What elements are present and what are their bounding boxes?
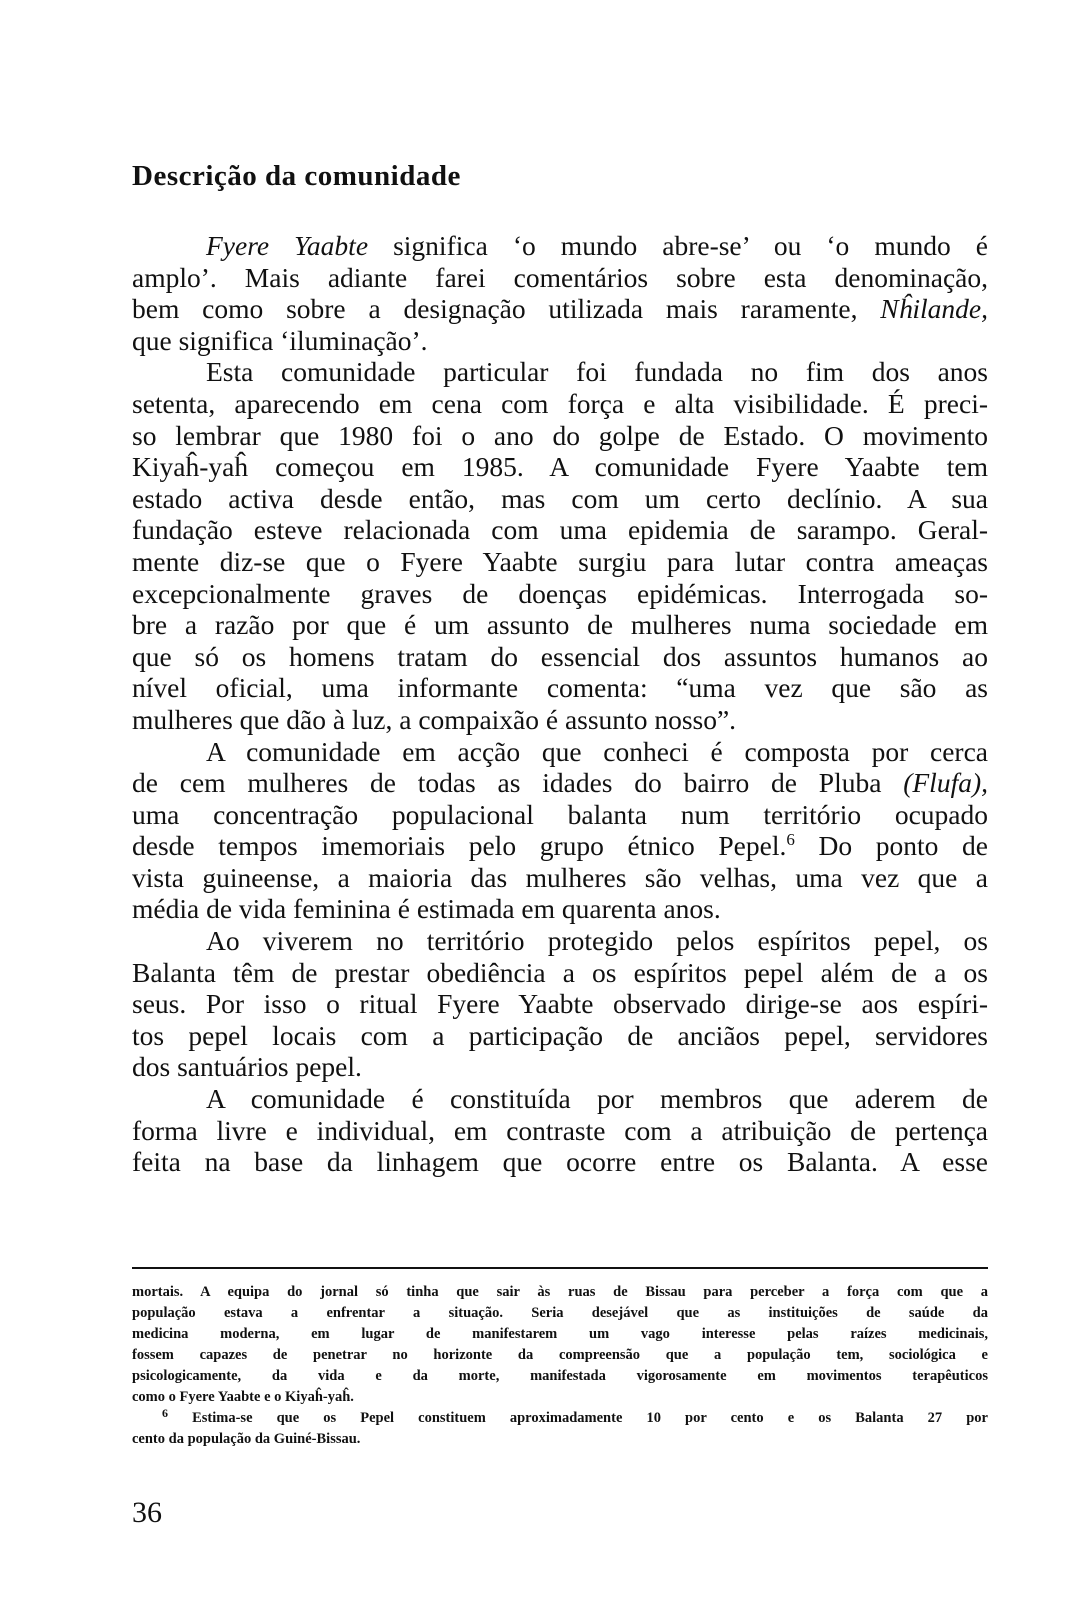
text-line: feita na base da linhagem que ocorre entre os Balanta. A esse	[132, 1146, 988, 1178]
book-page	[132, 0, 988, 1600]
footnote-line: fossem capazes de penetrar no horizonte da compreensão que a população tem, sociológica e	[132, 1347, 988, 1363]
text-line: seus. Por isso o ritual Fyere Yaabte observado dirige-se aos espíri-	[132, 988, 988, 1020]
text-line: nível oficial, uma informante comenta: “uma vez que são as	[132, 672, 988, 704]
text-line: Kiyaĥ-yaĥ começou em 1985. A comunidade Fyere Yaabte tem	[132, 451, 988, 483]
section-heading: Descrição da comunidade	[132, 160, 461, 192]
text-line: A comunidade é constituída por membros que aderem de	[206, 1083, 988, 1115]
text-line: que só os homens tratam do essencial dos assuntos humanos ao	[132, 640, 988, 672]
text-line: mulheres que dão à luz, a compaixão é assunto nosso”.	[132, 703, 737, 735]
footnote-line: como o Fyere Yaabte e o Kiyaĥ-yaĥ.	[132, 1389, 354, 1405]
footnote-line: mortais. A equipa do jornal só tinha que sair às ruas de Bissau para perceber a força com que a	[132, 1284, 988, 1300]
text-line: Esta comunidade particular foi fundada no fim dos anos	[206, 356, 988, 388]
text-line: de cem mulheres de todas as idades do bairro de Pluba (Flufa),	[132, 767, 988, 799]
text-line: A comunidade em acção que conheci é composta por cerca	[206, 735, 988, 767]
text-line: Fyere Yaabte significa ‘o mundo abre-se’ ou ‘o mundo é	[206, 230, 988, 261]
text-line: vista guineense, a maioria das mulheres são velhas, uma vez que a	[132, 861, 988, 893]
paragraph-5	[132, 1083, 988, 1178]
italic-term: Fyere Yaabte	[206, 230, 369, 261]
footnote-line: população estava a enfrentar a situação. Seria desejável que as instituições de saúde da	[132, 1305, 988, 1321]
footnote-line: medicina moderna, em lugar de manifestarem um vago interesse pelas raízes medicinais,	[132, 1326, 988, 1342]
text-line: estado activa desde então, mas com um certo declínio. A sua	[132, 482, 988, 514]
text-line: Ao viverem no território protegido pelos espíritos pepel, os	[206, 925, 988, 957]
footnote-divider	[132, 1267, 988, 1269]
text-line: setenta, aparecendo em cena com força e alta visibilidade. É preci-	[132, 387, 988, 419]
text-line: média de vida feminina é estimada em quarenta anos.	[132, 893, 721, 925]
footnote-line: psicologicamente, da vida e da morte, manifestada vigorosamente em movimentos terapêuticos	[132, 1368, 988, 1384]
italic-term: Nĥilande,	[880, 293, 988, 325]
text-line: so lembrar que 1980 foi o ano do golpe de Estado. O movimento	[132, 419, 988, 451]
text-line: bre a razão por que é um assunto de mulheres numa sociedade em	[132, 609, 988, 641]
text-line: mente diz-se que o Fyere Yaabte surgiu para lutar contra ameaças	[132, 545, 988, 577]
paragraph-1	[132, 230, 988, 356]
footnote-6	[132, 1408, 988, 1450]
text-line: excepcionalmente graves de doenças epidémicas. Interrogada so-	[132, 577, 988, 609]
text-line: fundação esteve relacionada com uma epidemia de sarampo. Geral-	[132, 514, 988, 546]
footnote-continued	[132, 1282, 988, 1408]
text-line: amplo’. Mais adiante farei comentários sobre esta denominação,	[132, 261, 988, 293]
footnote-number: 6	[162, 1406, 168, 1420]
text-line: dos santuários pepel.	[132, 1051, 362, 1083]
text-line: forma livre e individual, em contraste com a atribuição de pertença	[132, 1114, 988, 1146]
text-line: tos pepel locais com a participação de anciãos pepel, servidores	[132, 1019, 988, 1051]
text-line: que significa ‘iluminação’.	[132, 324, 428, 356]
italic-term: (Flufa),	[903, 767, 988, 799]
text-line: desde tempos imemoriais pelo grupo étnico Pepel.$^6$ Do ponto de	[132, 830, 988, 862]
footnote-reference[interactable]: 6	[786, 830, 795, 850]
footnote-line: $^6$ Estima-se que os Pepel constituem aproximadamente 10 por cento e os Balanta 27 por	[162, 1406, 988, 1426]
text-line: Balanta têm de prestar obediência a os espíritos pepel além de a os	[132, 956, 988, 988]
text-line: bem como sobre a designação utilizada mais raramente, Nĥilande,	[132, 293, 988, 325]
paragraph-4	[132, 925, 988, 1083]
footnote-line: cento da população da Guiné-Bissau.	[132, 1431, 361, 1447]
body-text	[132, 230, 988, 1178]
paragraph-2	[132, 356, 988, 735]
footnotes	[132, 1282, 988, 1450]
text-line: uma concentração populacional balanta num território ocupado	[132, 798, 988, 830]
page-number: 36	[132, 1496, 162, 1529]
paragraph-3	[132, 736, 988, 926]
